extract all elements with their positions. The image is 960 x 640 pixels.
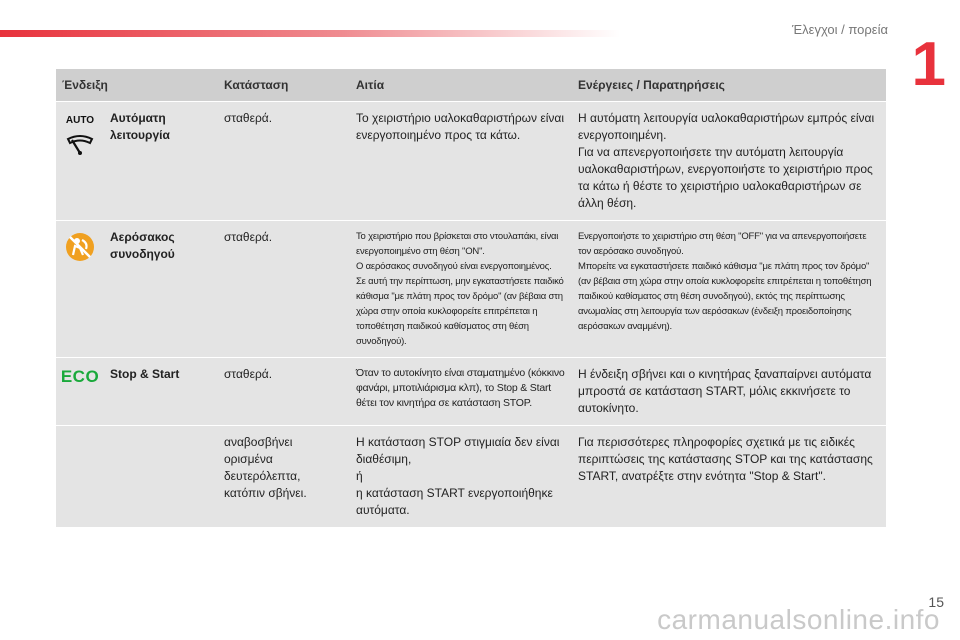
indicator-name: Stop & Start bbox=[104, 358, 218, 426]
action-text: Η αυτόματη λειτουργία υαλοκαθαριστήρων εμπρός είναι ενεργοποιημένη. Για να απενεργοποιήσετε την αυτόματη λειτουργία υαλοκαθαριστήρων, ενεργοποιήστε το χειριστήριο προς τα κάτω ή θέστε το χειριστήριο υαλοκαθαριστήρων σε άλλη θέση. bbox=[572, 102, 886, 221]
wiper-auto-icon bbox=[65, 131, 95, 157]
table-row bbox=[56, 102, 886, 221]
section-title: Έλεγχοι / πορεία bbox=[791, 22, 888, 37]
column-header-actions: Ενέργειες / Παρατηρήσεις bbox=[572, 69, 886, 102]
cause-text: Το χειριστήριο υαλοκαθαριστήρων είναι ενεργοποιημένο προς τα κάτω. bbox=[350, 102, 572, 221]
cause-text: Όταν το αυτοκίνητο είναι σταματημένο (κόκκινο φανάρι, μποτιλιάρισμα κλπ), το Stop & Start θέτει τον κινητήρα σε κατάσταση STOP. bbox=[350, 358, 572, 426]
indicator-name: Αερόσακος συνοδηγού bbox=[104, 221, 218, 358]
action-text: Η ένδειξη σβήνει και ο κινητήρας ξαναπαίρνει αυτόματα μπροστά σε κατάσταση START, μόλις εκκινήσετε το αυτοκίνητο. bbox=[572, 358, 886, 426]
cause-text: Το χειριστήριο που βρίσκεται στο ντουλαπάκι, είναι ενεργοποιημένο στη θέση "ON". Ο αερόσακος συνοδηγού είναι ενεργοποιημένος. Σε αυτή την περίπτωση, μην εγκαταστήσετε παιδικό κάθισμα "με πλάτη προς τον δρόμο" (αν βέβαια στη χώρα στην οποία κυκλοφορείτε επιτρέπεται η τοποθέτηση παιδικού καθίσματος στη θέση συνοδηγού). bbox=[350, 221, 572, 358]
state-text: σταθερά. bbox=[218, 358, 350, 426]
watermark: carmanualsonline.info bbox=[657, 604, 940, 635]
eco-icon: ECO bbox=[60, 367, 100, 386]
indicator-name bbox=[104, 426, 218, 528]
indicator-icon-cell bbox=[56, 358, 104, 426]
page-number: 15 bbox=[928, 594, 944, 610]
indicator-icon-cell bbox=[56, 102, 104, 221]
indicator-table bbox=[56, 69, 886, 527]
table-row bbox=[56, 358, 886, 426]
indicator-icon-cell bbox=[56, 426, 104, 528]
state-text: αναβοσβήνει ορισμένα δευτερόλεπτα, κατόπιν σβήνει. bbox=[218, 426, 350, 528]
table-row bbox=[56, 426, 886, 528]
chapter-number: 1 bbox=[911, 30, 946, 99]
cause-text: Η κατάσταση STOP στιγμιαία δεν είναι διαθέσιμη, ή η κατάσταση START ενεργοποιήθηκε αυτόματα. bbox=[350, 426, 572, 528]
state-text: σταθερά. bbox=[218, 102, 350, 221]
column-header-cause: Αιτία bbox=[350, 69, 572, 102]
column-header-indicator: Ένδειξη bbox=[56, 69, 218, 102]
airbag-off-icon bbox=[64, 231, 96, 263]
table-header-row bbox=[56, 69, 886, 102]
table-row bbox=[56, 221, 886, 358]
auto-label: AUTO bbox=[65, 115, 95, 126]
action-text: Ενεργοποιήστε το χειριστήριο στη θέση "OFF" για να απενεργοποιήσετε τον αερόσακο συνοδηγού. Μπορείτε να εγκαταστήσετε παιδικό κάθισμα "με πλάτη προς τον δρόμο" (αν βέβαια στη χώρα στην οποία κυκλοφορείτε επιτρέπεται η τοποθέτηση παιδικού καθίσματος στη θέση συνοδηγού), εκτός της περίπτωσης ανωμαλίας στη λειτουργία των αερόσακων (ένδειξη προειδοποίησης αερόσακων αναμμένη). bbox=[572, 221, 886, 358]
top-accent-rule bbox=[0, 30, 620, 37]
indicator-name: Αυτόματη λειτουργία bbox=[104, 102, 218, 221]
action-text: Για περισσότερες πληροφορίες σχετικά με τις ειδικές περιπτώσεις της κατάστασης STOP και της κατάστασης START, ανατρέξτε στην ενότητα "Stop & Start". bbox=[572, 426, 886, 528]
state-text: σταθερά. bbox=[218, 221, 350, 358]
indicator-icon-cell bbox=[56, 221, 104, 358]
column-header-state: Κατάσταση bbox=[218, 69, 350, 102]
